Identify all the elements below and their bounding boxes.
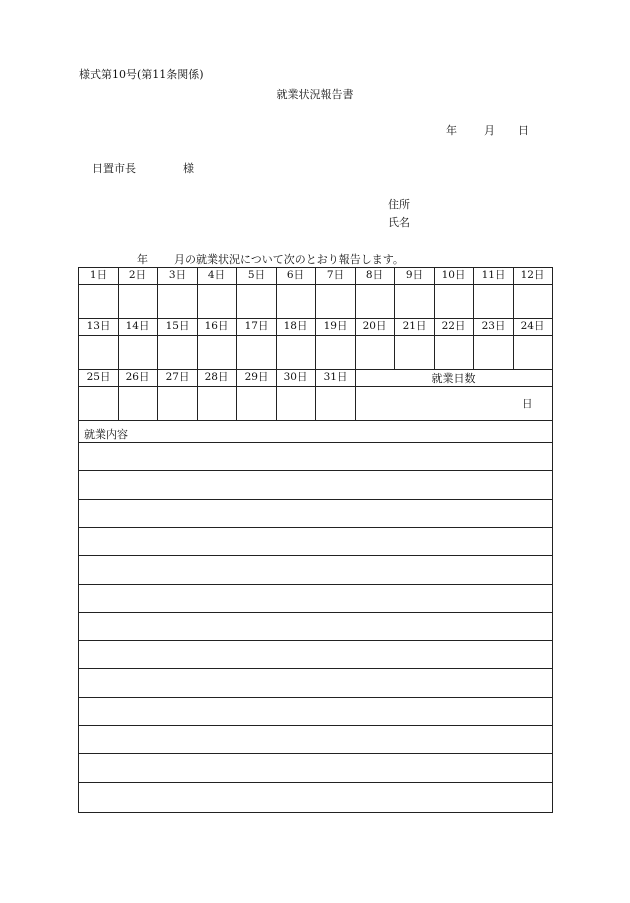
day-label-6: 30日 (283, 371, 308, 383)
grid-column-line (355, 267, 356, 370)
grid-column-line (394, 267, 395, 370)
grid-column-line (236, 369, 237, 421)
day-label-5: 17日 (244, 320, 269, 332)
day-label-1: 1日 (89, 269, 108, 281)
grid-column-line (236, 267, 237, 370)
addressee-mayor: 日置市長 (92, 162, 136, 175)
day-label-3: 27日 (165, 371, 190, 383)
work-content-line (78, 640, 553, 641)
work-content-line (78, 442, 553, 443)
grid-column-line (315, 369, 316, 421)
date-day-label: 日 (518, 124, 529, 137)
grid-column-line (118, 267, 119, 370)
addressee-honorific: 様 (183, 162, 194, 175)
work-content-line (78, 753, 553, 754)
day-label-9: 9日 (405, 269, 424, 281)
day-label-12: 12日 (520, 269, 545, 281)
grid-border-right (552, 267, 553, 813)
grid-column-line (118, 369, 119, 421)
grid-column-line (276, 369, 277, 421)
work-days-label: 就業日数 (431, 372, 476, 385)
day-label-11: 11日 (481, 269, 506, 281)
day-label-6: 6日 (286, 269, 305, 281)
day-label-2: 26日 (125, 371, 150, 383)
day-label-9: 21日 (402, 320, 427, 332)
grid-column-line (315, 267, 316, 370)
work-content-line (78, 725, 553, 726)
grid-column-line (473, 267, 474, 370)
day-label-5: 5日 (247, 269, 266, 281)
grid-column-line (157, 267, 158, 370)
grid-column-line (434, 267, 435, 370)
day-label-1: 25日 (86, 371, 111, 383)
date-month-label: 月 (484, 124, 495, 137)
grid-column-line (276, 267, 277, 370)
work-content-line (78, 697, 553, 698)
grid-border-bottom (78, 812, 553, 813)
work-content-line (78, 499, 553, 500)
work-days-unit: 日 (522, 398, 533, 410)
day-label-4: 16日 (204, 320, 229, 332)
day-label-8: 20日 (362, 320, 387, 332)
work-content-label: 就業内容 (84, 428, 128, 441)
date-year-label: 年 (446, 124, 457, 137)
day-label-6: 18日 (283, 320, 308, 332)
grid-column-line (355, 369, 356, 421)
form-number: 様式第10号(第11条関係) (79, 68, 204, 81)
day-label-5: 29日 (244, 371, 269, 383)
document-title: 就業状況報告書 (276, 88, 354, 101)
address-label: 住所 (388, 198, 410, 211)
report-grid (78, 267, 552, 813)
day-label-10: 22日 (441, 320, 466, 332)
day-label-1: 13日 (86, 320, 111, 332)
day-label-3: 3日 (168, 269, 187, 281)
work-content-line (78, 527, 553, 528)
day-label-10: 10日 (441, 269, 466, 281)
work-content-line (78, 668, 553, 669)
day-label-7: 19日 (323, 320, 348, 332)
day-label-11: 23日 (481, 320, 506, 332)
day-label-12: 24日 (520, 320, 545, 332)
day-label-4: 4日 (207, 269, 226, 281)
work-content-line (78, 555, 553, 556)
work-content-line (78, 612, 553, 613)
grid-column-line (157, 369, 158, 421)
day-label-4: 28日 (204, 371, 229, 383)
grid-column-line (197, 267, 198, 370)
work-content-line (78, 470, 553, 471)
name-label: 氏名 (388, 216, 410, 229)
work-content-line (78, 782, 553, 783)
day-label-7: 31日 (323, 371, 348, 383)
day-label-7: 7日 (326, 269, 345, 281)
intro-year-label: 年 (137, 253, 148, 266)
day-label-8: 8日 (365, 269, 384, 281)
intro-text: 月の就業状況について次のとおり報告します。 (174, 253, 404, 266)
day-label-3: 15日 (165, 320, 190, 332)
day-label-2: 14日 (125, 320, 150, 332)
grid-column-line (513, 267, 514, 370)
work-content-line (78, 584, 553, 585)
grid-border-left (78, 267, 79, 813)
day-label-2: 2日 (128, 269, 147, 281)
grid-column-line (197, 369, 198, 421)
